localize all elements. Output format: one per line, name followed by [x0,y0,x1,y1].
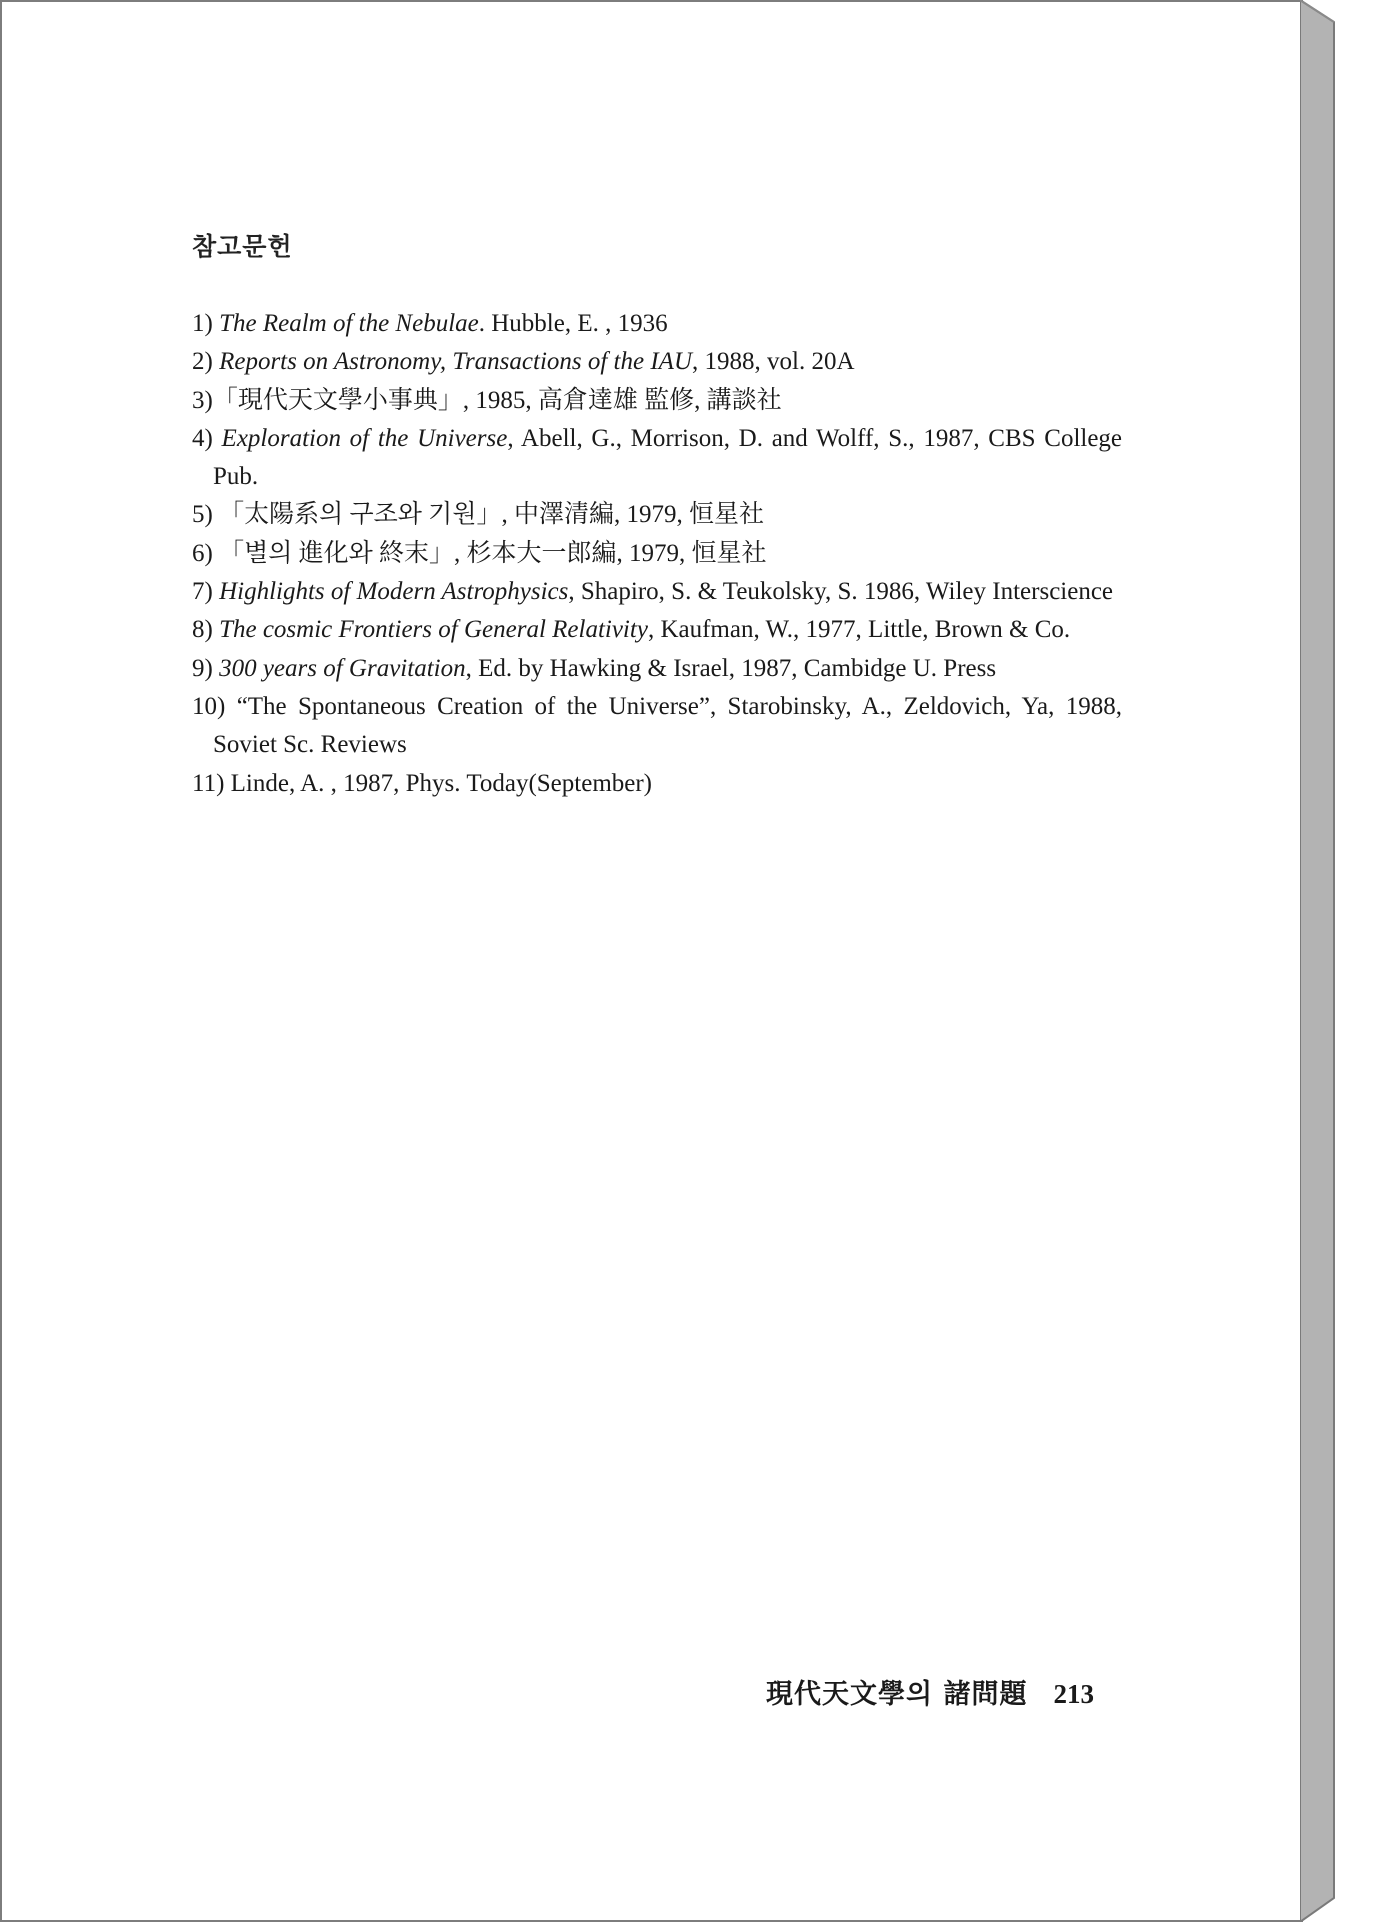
reference-item [192,382,1122,420]
reference-details: 「별의 進化와 終末」, 杉本大一郎編, 1979, 恒星社 [219,539,767,567]
reference-item [192,535,1122,573]
reference-number: 1) [192,310,213,337]
reference-title: Exploration of the Universe [221,424,508,452]
reference-title: The Realm of the Nebulae [219,310,479,337]
reference-number: 9) [192,654,213,682]
reference-item [192,650,1122,688]
reference-item [192,765,1122,803]
references-heading: 참고문헌 [192,232,293,261]
reference-details: , Shapiro, S. & Teukolsky, S. 1986, Wiley Interscience [568,578,1114,606]
page-content [192,227,1122,803]
reference-item [192,611,1122,649]
reference-number: 6) [192,539,213,567]
reference-item [192,496,1122,534]
reference-number: 11) [192,769,225,797]
reference-title: 300 years of Gravitation [219,654,466,682]
page-edge-graphic [1300,0,1336,1922]
reference-details: 「現代天文學小事典」, 1985, 高倉達雄 監修, 講談社 [212,386,782,414]
reference-title: The cosmic Frontiers of General Relativity [219,616,648,644]
reference-number: 7) [192,578,213,606]
reference-number: 2) [192,348,213,376]
reference-number: 5) [192,501,213,529]
reference-details: “The Spontaneous Creation of the Universe”, Starobinsky, A., Zeldovich, Ya, 1988, Soviet Sc. Reviews [213,692,1123,759]
reference-details: , Kaufman, W., 1977, Little, Brown & Co. [647,616,1071,644]
reference-details: , 1988, vol. 20A [692,348,855,376]
reference-item [192,573,1122,611]
reference-details: 「太陽系의 구조와 기원」, 中澤清編, 1979, 恒星社 [219,501,764,529]
reference-number: 10) [192,692,226,720]
reference-title: Reports on Astronomy, Transactions of the IAU [219,348,693,376]
reference-item [192,688,1122,765]
reference-item [192,343,1122,381]
reference-number: 3) [192,386,213,414]
reference-item [192,420,1122,497]
reference-title: Highlights of Modern Astrophysics [219,578,569,606]
page-footer [766,1672,1094,1711]
page-edge-shadow [1300,0,1336,1922]
reference-details: , Ed. by Hawking & Israel, 1987, Cambidge U. Press [465,654,997,682]
reference-number: 8) [192,616,213,644]
reference-item [192,305,1122,343]
reference-list [192,305,1122,803]
reference-details: . Hubble, E. , 1936 [478,310,668,337]
running-title: 現代天文學의 諸問題 [766,1679,1028,1710]
reference-details: Linde, A. , 1987, Phys. Today(September) [230,769,653,797]
reference-number: 4) [192,424,213,452]
page-number: 213 [1053,1679,1094,1709]
reference-details: , Abell, G., Morrison, D. and Wolff, S., 1987, CBS College Pub. [213,424,1123,491]
